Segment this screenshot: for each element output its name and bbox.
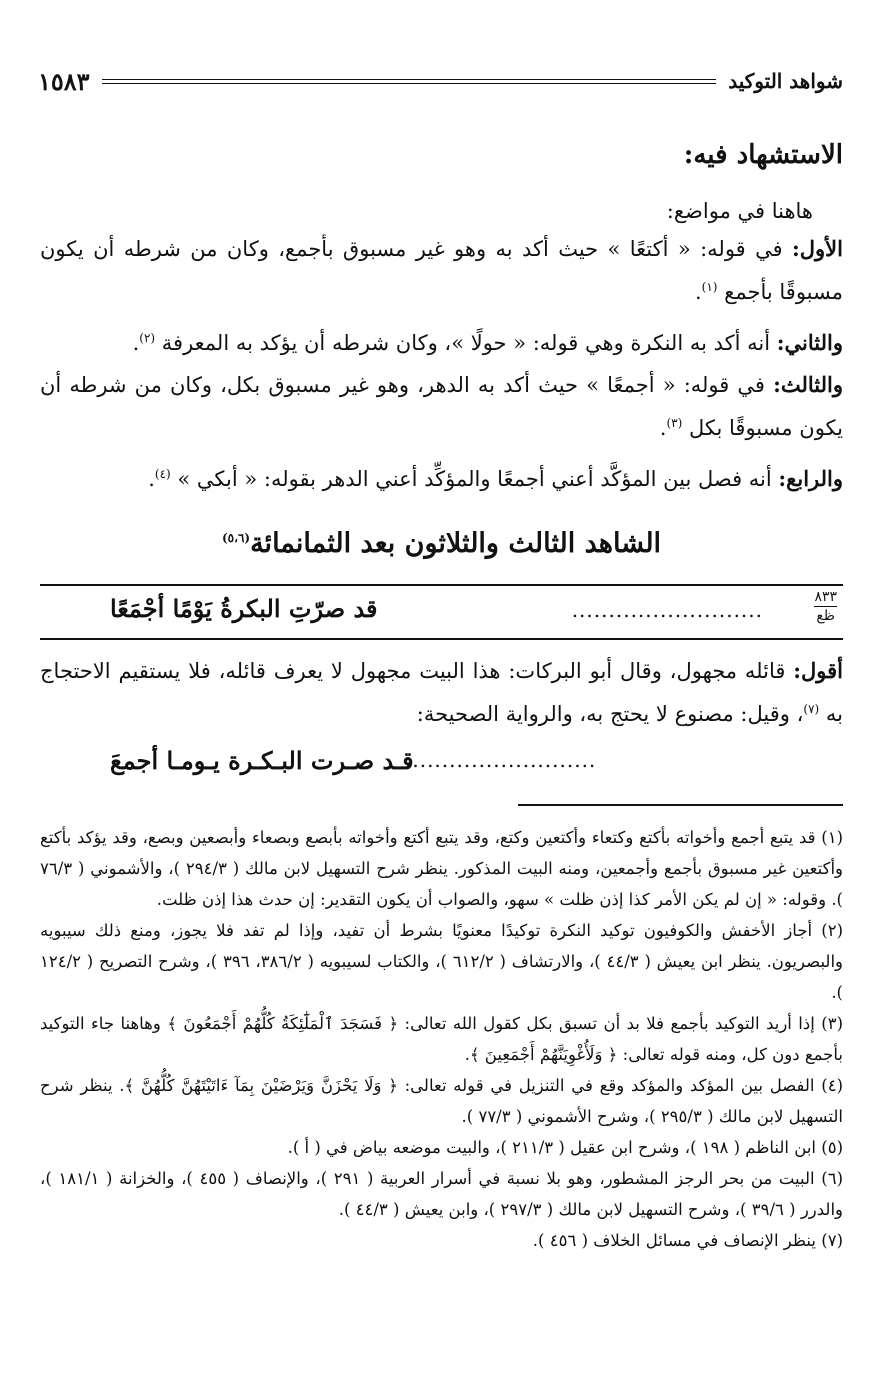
verse-box xyxy=(40,584,843,640)
verse-line: قـد صـرت البـكـرة يـومـا أجمعَ xyxy=(110,746,414,775)
footnote-ref: (٥،٦) xyxy=(221,531,251,545)
intro-line: هاهنا في مواضع: xyxy=(666,199,813,223)
point-text: في قوله: « أجمعًا » حيث أكد به الدهر، وهو غير مسبوق بكل، وكان من شرطه أن يكون مسبوقًا بكل xyxy=(40,373,843,440)
section-heading: الاستشهاد فيه: xyxy=(683,140,843,170)
witness-title: الشاهد الثالث والثلاثون بعد الثمانمائة$^{(٥،٦)}$ xyxy=(221,528,662,559)
footnotes xyxy=(40,822,843,1256)
point-2: والثاني: أنه أكد به النكرة وهي قوله: « حولًا »، وكان شرطه أن يؤكد به المعرفة $^{(٢)}$. xyxy=(132,330,843,355)
footnote-ref: (٢) xyxy=(139,331,156,345)
footnote-ref: (٧) xyxy=(803,702,820,716)
footnote: (٤) الفصل بين المؤكد والمؤكد وقع في التنزيل في قوله تعالى: ﴿ وَلَا يَحْزَنَّ وَيَرْضَيْنَ بِمَآ ءَاتَيْتَهُنَّ كُلُّهُنَّ ﴾. ينظر شرح التسهيل لابن مالك ( ٢٩٥/٣ )، وشرح الأشموني ( ٧٧/٣ ). xyxy=(40,1076,843,1126)
point-label: والرابع: xyxy=(778,466,843,491)
footnote: (٢) أجاز الأخفش والكوفيون توكيد النكرة توكيدًا معنويًا بشرط أن تفيد، وإذا لم تفد فلا يجوز، ومنع ذلك سيبويه والبصريون. ينظر ابن يعيش ( ٤٤/٣ )، والارتشاف ( ٦١٢/٢ )، والكتاب لسيبويه ( ٣٨٦/٢، ٣٩٦ )، وشرح التصريح ( ١٢٤/٢ ). xyxy=(40,921,844,1002)
point-label: الأول: xyxy=(792,236,843,261)
verse-code-meter: ظع xyxy=(816,608,836,624)
point-label: والثالث: xyxy=(773,372,843,397)
main-text xyxy=(40,192,843,498)
point-text: في قوله: « أكتعًا » حيث أكد به وهو غير مسبوق بأجمع، وكان من شرطه أن يكون مسبوقًا بأجمع xyxy=(40,237,843,304)
correct-verse xyxy=(40,744,843,784)
header-rule xyxy=(102,79,717,84)
footnote-ref: (٤) xyxy=(154,467,171,481)
point-label: والثاني: xyxy=(776,330,843,355)
footnote: (٣) إذا أريد التوكيد بأجمع فلا بد أن تسبق بكل كقول الله تعالى: ﴿ فَسَجَدَ ٱلْمَلَٰٓئِكَةُ كُلُّهُمْ أَجْمَعُونَ ﴾ وهاهنا جاء التوكيد بأجمع دون كل، ومنه قوله تعالى: ﴿ وَلَأُغْوِيَنَّهُمْ أَجْمَعِينَ ﴾. xyxy=(40,1014,843,1064)
commentary-paragraph: أقول: قائله مجهول، وقال أبو البركات: هذا البيت مجهول لا يعرف قائله، فلا يستقيم الاحتجاج به $^{(٧)}$، وقيل: مصنوع لا يحتج به، والرواية الصحيحة: xyxy=(40,658,843,726)
commentary-label: أقول: xyxy=(793,658,843,683)
page-number: ١٥٨٣ xyxy=(38,66,90,96)
point-text: أنه أكد به النكرة وهي قوله: « حولًا »، وكان شرطه أن يؤكد به المعرفة xyxy=(161,331,771,355)
verse-code xyxy=(814,588,837,625)
point-4: والرابع: أنه فصل بين المؤكَّد أعني أجمعًا والمؤكِّد أعني الدهر بقوله: « أبكي » $^{(٤)}$. xyxy=(148,466,843,491)
point-text: أنه فصل بين المؤكَّد أعني أجمعًا والمؤكِّد أعني الدهر بقوله: « أبكي » xyxy=(177,467,772,491)
footnote-ref: (٣) xyxy=(666,416,683,430)
page-header xyxy=(38,64,843,98)
running-title: شواهد التوكيد xyxy=(728,69,843,93)
point-1: الأول: في قوله: « أكتعًا » حيث أكد به وهو غير مسبوق بأجمع، وكان من شرطه أن يكون مسبوقًا بأجمع $^{(١)}$. xyxy=(40,236,843,304)
point-3: والثالث: في قوله: « أجمعًا » حيث أكد به الدهر، وهو غير مسبوق بكل، وكان من شرطه أن يكون مسبوقًا بكل $^{(٣)}$. xyxy=(40,372,843,440)
footnote-ref: (١) xyxy=(701,280,718,294)
verse-code-number: ٨٣٣ xyxy=(814,589,837,605)
footnote: (٥) ابن الناظم ( ١٩٨ )، وشرح ابن عقيل ( ٢١١/٣ )، والبيت موضعه بياض في ( أ ). xyxy=(287,1138,843,1157)
verse-dots: .......................... xyxy=(571,598,763,622)
verse-line: قد صرّتِ البكرةُ يَوْمًا أجْمَعًا xyxy=(110,594,378,623)
footnote: (٧) ينظر الإنصاف في مسائل الخلاف ( ٤٥٦ ). xyxy=(532,1231,843,1250)
footnote: (١) قد يتبع أجمع وأخواته بأكتع وكتعاء وأكتعين وكتع، وقد يتبع أكتع وأخواته بأبصع وبصعاء وأبصعين وبصع، وقد يؤكد بأكتع وأكتعين غير مسبوق بأجمع وأجمعين، ومنه البيت المذكور. ينظر شرح التسهيل لابن مالك ( ٢٩٤/٣ )، والأشموني ( ٧٦/٣ ). وقوله: « إن لم يكن الأمر كذا إذن ظلت » سهو، والصواب أن يكون التقدير: إن حدث هذا إذن ظلت. xyxy=(40,828,843,909)
footnote-rule xyxy=(518,804,843,806)
verse-dots: .......................... xyxy=(405,748,597,772)
commentary xyxy=(40,652,843,733)
footnote: (٦) البيت من بحر الرجز المشطور، وهو بلا نسبة في أسرار العربية ( ٢٩١ )، والإنصاف ( ٤٥٥ )، والخزانة ( ١٨١/١ )، والدرر ( ٣٩/٦ )، وشرح التسهيل لابن مالك ( ٢٩٧/٣ )، وابن يعيش ( ٤٤/٣ ). xyxy=(40,1169,843,1219)
